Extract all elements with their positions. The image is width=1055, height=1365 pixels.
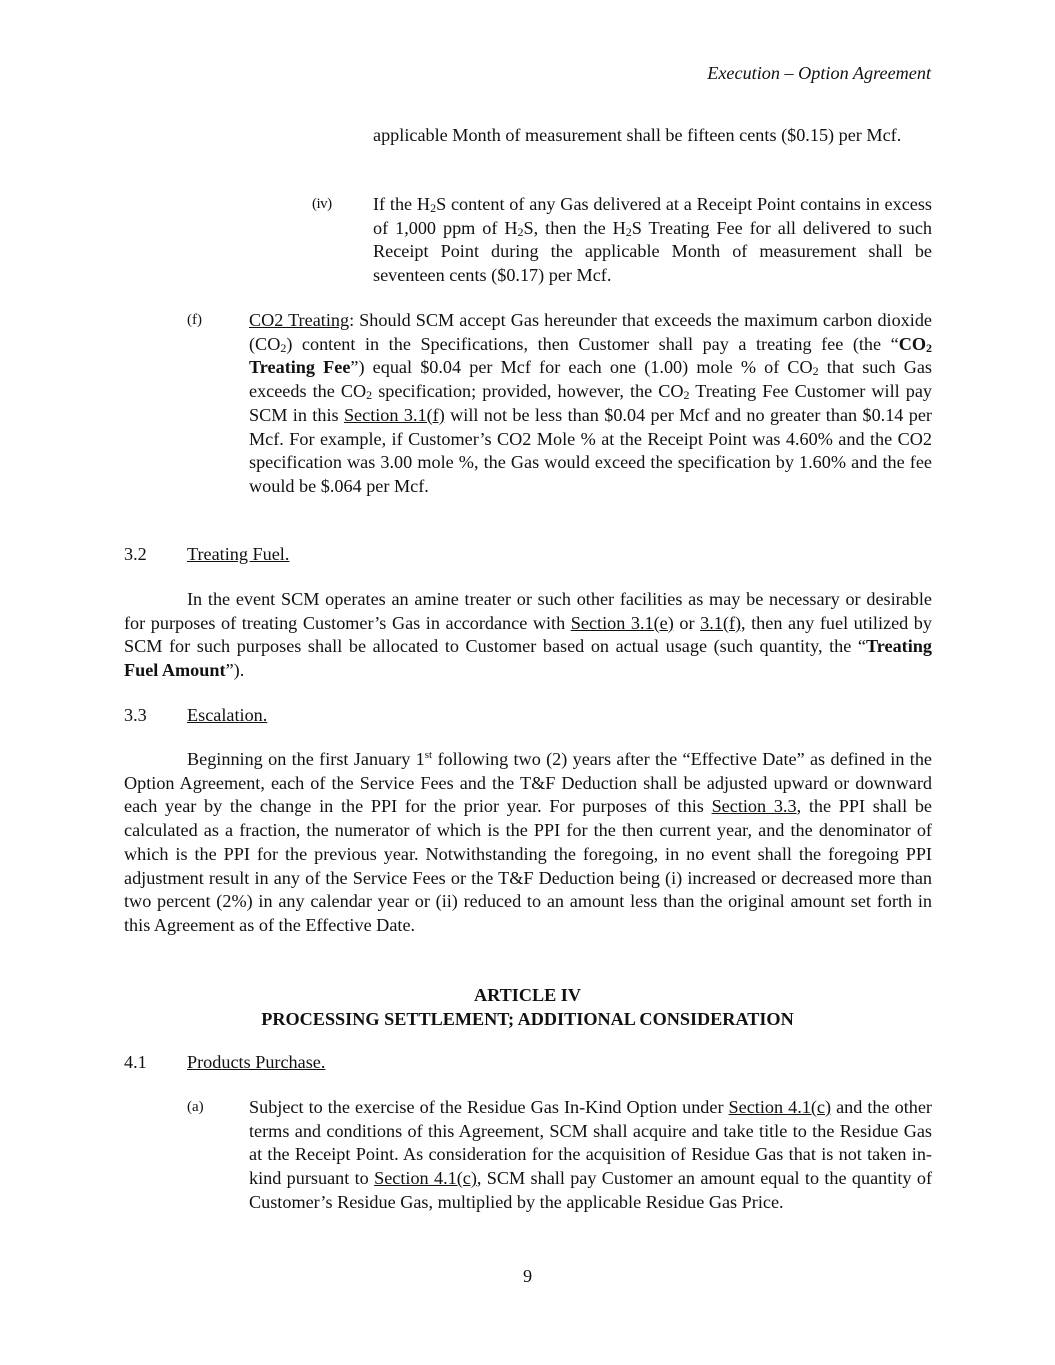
page-number: 9 xyxy=(522,1266,533,1286)
running-header: Execution – Option Agreement xyxy=(707,63,931,83)
section-3-2-title: Treating Fuel. xyxy=(187,544,290,564)
section-ref-3-3[interactable]: Section 3.3 xyxy=(711,796,797,817)
article-number: ARTICLE IV xyxy=(474,985,581,1005)
section-3-2-paragraph: In the event SCM operates an amine treater or such other facilities as may be necessary or desirable for purposes of treating Customer’s Gas in accordance with Section 3.1(e) or 3.1(f), then any fuel utilized by SCM for such purposes shall be allocated to Customer based on actual usage (such quantity, the “Treating Fuel Amount”). xyxy=(124,589,932,681)
item-iv-paragraph: If the $H_2S$ content of any Gas delivered at a Receipt Point contains in excess of 1,000 ppm of $H_2S$, then the $H_2S$ Treating Fee for all delivered to such Receipt Point during the applicable Month of measurement shall be seventeen cents ($0.17) per Mcf. xyxy=(373,194,932,286)
article-title: PROCESSING SETTLEMENT; ADDITIONAL CONSIDERATION xyxy=(261,1009,794,1029)
section-ref-4-1-c[interactable]: Section 4.1(c) xyxy=(728,1097,832,1117)
section-ref-4-1-c-2[interactable]: Section 4.1(c) xyxy=(374,1168,477,1189)
continuation-paragraph: applicable Month of measurement shall be fifteen cents ($0.15) per Mcf. xyxy=(373,125,902,145)
item-a-label: (a) xyxy=(187,1099,204,1115)
section-4-1-title: Products Purchase. xyxy=(187,1052,326,1072)
section-3-3-number: 3.3 xyxy=(124,705,147,725)
section-ref-3-1-f-2[interactable]: 3.1(f) xyxy=(700,612,742,633)
item-iv-label: (iv) xyxy=(312,196,332,212)
treating-fuel-amount-term: Treating Fuel Amount xyxy=(124,636,932,681)
co2-treating-fee-term: $CO_2$ Treating Fee xyxy=(249,333,932,378)
section-3-2-number: 3.2 xyxy=(124,544,147,564)
section-ref-3-1-e[interactable]: Section 3.1(e) xyxy=(570,612,674,633)
item-f-label: (f) xyxy=(187,312,202,328)
section-3-3-paragraph: Beginning on the first January 1st following two (2) years after the “Effective Date” as defined in the Option Agreement, each of the Service Fees and the T&F Deduction shall be adjusted upward or downward each year by the change in the PPI for the prior year. For purposes of this Section 3.3, the PPI shall be calculated as a fraction, the numerator of which is the PPI for the then current year, and the denominator of which is the PPI for the previous year. Notwithstanding the foregoing, in no event shall the foregoing PPI adjustment result in any of the Service Fees or the T&F Deduction being (i) increased or decreased more than two percent (2%) in any calendar year or (ii) reduced to an amount less than the original amount set forth in this Agreement as of the Effective Date. xyxy=(124,749,933,935)
section-ref-3-1-f[interactable]: Section 3.1(f) xyxy=(343,404,445,425)
section-4-1-number: 4.1 xyxy=(124,1052,147,1072)
item-f-paragraph: CO2 Treating: Should SCM accept Gas hereunder that exceeds the maximum carbon dioxide $(CO_2)$ content in the Specifications, then Customer shall pay a treating fee (the “$CO_2$ Treating Fee”) equal $0.04 per Mcf for each one (1.00) mole % of $CO_2$ that such Gas exceeds the $CO_2$ specification; provided, however, the $CO_2$ Treating Fee Customer will pay SCM in this Section 3.1(f) will not be less than $0.04 per Mcf and no greater than $0.14 per Mcf. For example, if Customer’s CO2 Mole % at the Receipt Point was 4.60% and the CO2 specification was 3.00 mole %, the Gas would exceed the specification by 1.60% and the fee would be $.064 per Mcf. xyxy=(249,310,932,496)
item-a-paragraph: Subject to the exercise of the Residue Gas In-Kind Option under Section 4.1(c) and the other terms and conditions of this Agreement, SCM shall acquire and take title to the Residue Gas at the Receipt Point. As consideration for the acquisition of Residue Gas that is not taken in-kind pursuant to Section 4.1(c), SCM shall pay Customer an amount equal to the quantity of Customer’s Residue Gas, multiplied by the applicable Residue Gas Price. xyxy=(249,1097,932,1212)
item-f-title: CO2 Treating xyxy=(249,310,350,330)
section-3-3-title: Escalation. xyxy=(187,705,268,725)
